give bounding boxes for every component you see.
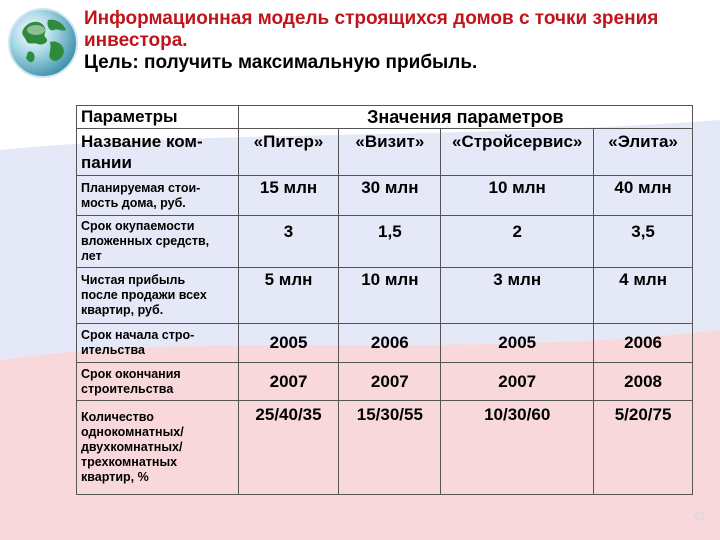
header-params: Параметры	[77, 106, 239, 129]
table-row	[77, 216, 693, 268]
title-line-2: инвестора.	[84, 30, 188, 51]
param-label: Планируемая стои- мость дома, руб.	[77, 176, 239, 216]
company-name: «Стройсервис»	[441, 129, 594, 176]
header-values: Значения параметров	[238, 106, 692, 129]
param-value: 2006	[594, 324, 693, 363]
table-row	[77, 176, 693, 216]
param-value: 15/30/55	[339, 401, 441, 495]
company-label: Название ком- пании	[77, 129, 239, 176]
param-value: 2005	[238, 324, 339, 363]
table-header-row	[77, 106, 693, 129]
table-row	[77, 324, 693, 363]
param-value: 2007	[339, 363, 441, 401]
param-label: Срок окупаемости вложенных средств, лет	[77, 216, 239, 268]
slide-number: 42	[693, 511, 706, 523]
param-value: 3	[238, 216, 339, 268]
table-row	[77, 363, 693, 401]
param-value: 1,5	[339, 216, 441, 268]
param-value: 10/30/60	[441, 401, 594, 495]
param-value: 5 млн	[238, 268, 339, 324]
slide-title	[84, 8, 704, 74]
param-value: 2006	[339, 324, 441, 363]
param-value: 30 млн	[339, 176, 441, 216]
param-value: 2	[441, 216, 594, 268]
company-name: «Визит»	[339, 129, 441, 176]
parameters-table	[76, 105, 693, 495]
param-value: 25/40/35	[238, 401, 339, 495]
param-label: Срок начала стро- ительства	[77, 324, 239, 363]
param-value: 40 млн	[594, 176, 693, 216]
param-value: 2005	[441, 324, 594, 363]
param-value: 2008	[594, 363, 693, 401]
company-name: «Питер»	[238, 129, 339, 176]
company-name: «Элита»	[594, 129, 693, 176]
param-value: 15 млн	[238, 176, 339, 216]
param-value: 4 млн	[594, 268, 693, 324]
param-value: 2007	[238, 363, 339, 401]
title-line-1: Информационная модель строящихся домов с точки зрения	[84, 8, 659, 29]
table-row	[77, 401, 693, 495]
company-row	[77, 129, 693, 176]
title-goal-line: Цель: получить максимальную прибыль.	[84, 52, 478, 73]
param-label: Чистая прибыль после продажи всех квартир, руб.	[77, 268, 239, 324]
param-label: Количество однокомнатных/ двухкомнатных/ трехкомнатных квартир, %	[77, 401, 239, 495]
param-label: Срок окончания строительства	[77, 363, 239, 401]
param-value: 5/20/75	[594, 401, 693, 495]
param-value: 10 млн	[339, 268, 441, 324]
param-value: 3 млн	[441, 268, 594, 324]
globe-icon	[6, 6, 80, 80]
table-row	[77, 268, 693, 324]
param-value: 10 млн	[441, 176, 594, 216]
param-value: 3,5	[594, 216, 693, 268]
param-value: 2007	[441, 363, 594, 401]
